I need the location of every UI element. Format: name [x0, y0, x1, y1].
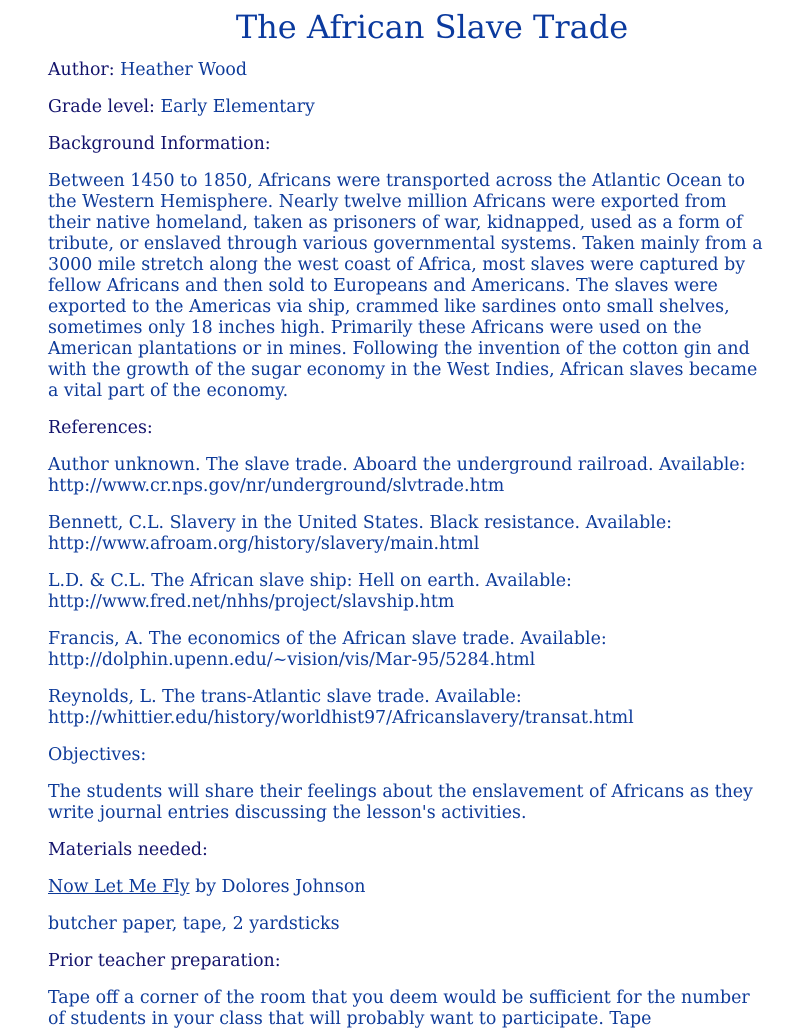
materials-supplies: butcher paper, tape, 2 yardsticks: [48, 914, 340, 934]
reference-item: [48, 629, 768, 671]
reference-item: [48, 687, 768, 729]
reference-url: http://www.afroam.org/history/slavery/main.html: [48, 534, 480, 554]
reference-citation: Reynolds, L. The trans-Atlantic slave trade. Available:: [48, 687, 522, 707]
grade-label: Grade level:: [48, 97, 155, 117]
document-page: [0, 9, 800, 1030]
reference-url: http://whittier.edu/history/worldhist97/Africanslavery/transat.html: [48, 708, 634, 728]
preparation-heading: Prior teacher preparation:: [48, 951, 281, 971]
materials-heading: Materials needed:: [48, 840, 208, 860]
reference-item: [48, 513, 768, 555]
preparation-text: Tape off a corner of the room that you deem would be sufficient for the number of students in your class that will probably want to participate. Tape: [48, 988, 750, 1029]
reference-citation: L.D. & C.L. The African slave ship: Hell on earth. Available:: [48, 571, 572, 591]
background-text: Between 1450 to 1850, Africans were transported across the Atlantic Ocean to the Western Hemisphere. Nearly twelve million Africans were exported from their native homeland, taken as prisoners of war, kidnapped, used as a form of tribute, or enslaved through various governmental systems. Taken mainly from a 3000 mile stretch along the west coast of Africa, most slaves were captured by fellow Africans and then sold to Europeans and Americans. The slaves were exported to the Americas via ship, crammed like sardines onto small shelves, sometimes only 18 inches high. Primarily these Africans were used on the American plantations or in mines. Following the invention of the cotton gin and with the growth of the sugar economy in the West Indies, African slaves became a vital part of the economy.: [48, 171, 763, 401]
materials-book: [48, 877, 768, 898]
reference-citation: Author unknown. The slave trade. Aboard the underground railroad. Available:: [48, 455, 746, 475]
page-title: The African Slave Trade: [235, 8, 629, 46]
references-heading: References:: [48, 418, 153, 438]
book-author: by Dolores Johnson: [189, 877, 366, 897]
reference-item: [48, 455, 768, 497]
author-label: Author:: [48, 60, 115, 80]
reference-url: http://dolphin.upenn.edu/~vision/vis/Mar-95/5284.html: [48, 650, 536, 670]
author-line: [48, 60, 768, 81]
reference-item: [48, 571, 768, 613]
objectives-text: The students will share their feelings about the enslavement of Africans as they write journal entries discussing the lesson's activities.: [48, 782, 753, 823]
reference-citation: Francis, A. The economics of the African slave trade. Available:: [48, 629, 607, 649]
book-title-link[interactable]: Now Let Me Fly: [48, 877, 190, 897]
reference-url: http://www.fred.net/nhhs/project/slavship.htm: [48, 592, 455, 612]
author-name: Heather Wood: [120, 60, 248, 80]
reference-citation: Bennett, C.L. Slavery in the United States. Black resistance. Available:: [48, 513, 672, 533]
grade-value: Early Elementary: [160, 97, 315, 117]
background-heading: Background Information:: [48, 134, 271, 154]
grade-line: [48, 97, 768, 118]
reference-url: http://www.cr.nps.gov/nr/underground/slvtrade.htm: [48, 476, 505, 496]
objectives-heading: Objectives:: [48, 745, 147, 765]
